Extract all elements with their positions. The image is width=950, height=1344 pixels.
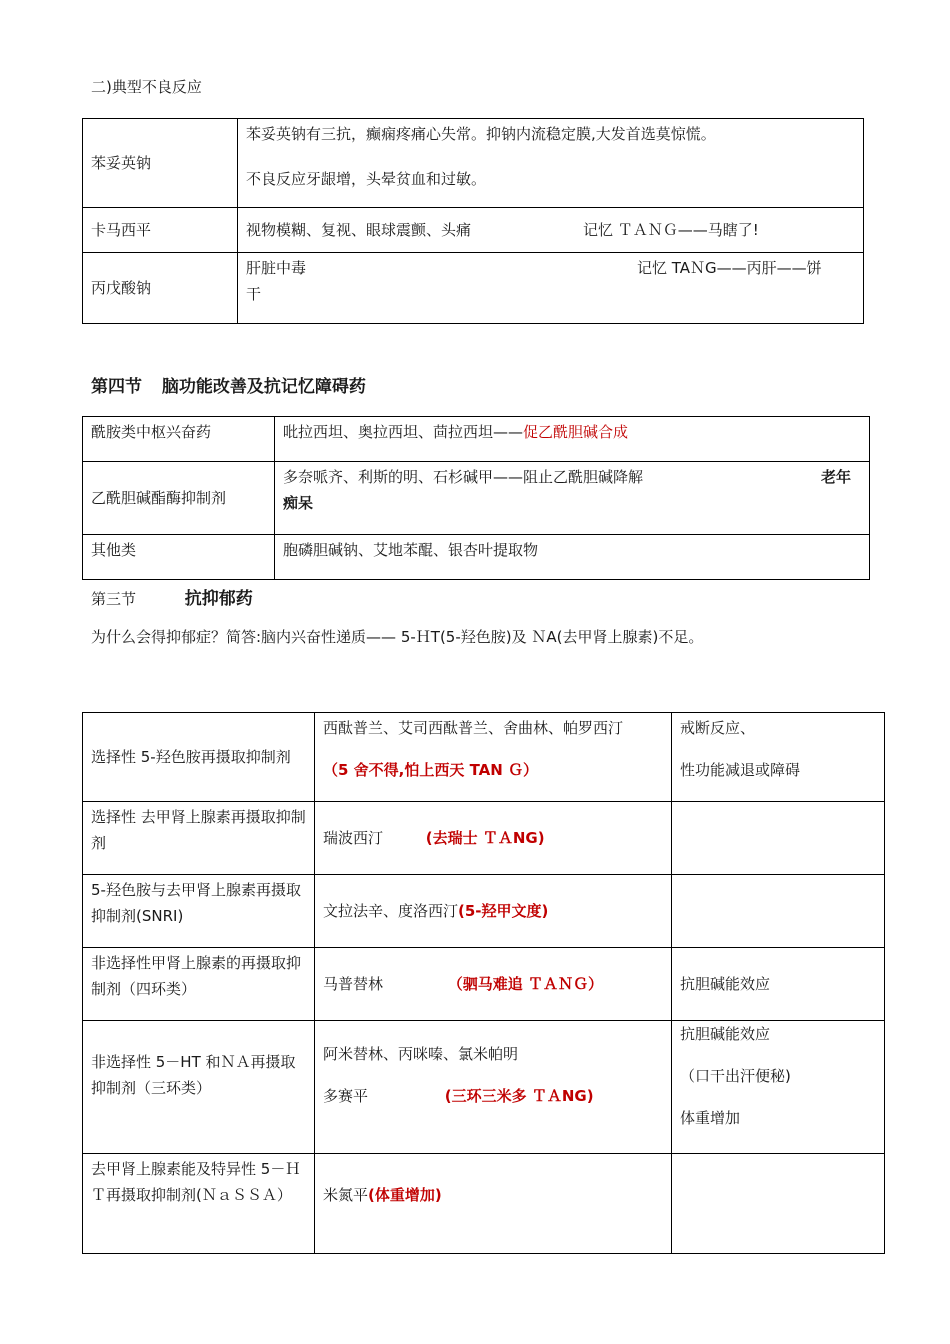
drugs-cell [315, 875, 672, 948]
effect-line: 不良反应牙龈增，头晕贫血和过敏。 [246, 170, 487, 188]
class-cell: 5-羟色胺与去甲肾上腺素再摄取抑制剂(SNRI) [83, 875, 315, 948]
side-effect-text: 性功能减退或障碍 [680, 761, 801, 779]
brain-function-table [82, 416, 870, 580]
side-effect-text: 抗胆碱能效应 [680, 1025, 771, 1043]
mnemonic-text: 记忆 ＴＡＮＧ——马瞎了! [583, 221, 759, 239]
side-effect-text: 体重增加 [680, 1109, 741, 1127]
drugs-text: 西酞普兰、艾司西酞普兰、舍曲林、帕罗西汀 [323, 719, 624, 737]
indication-note: 老年 [820, 468, 851, 486]
table-row [83, 875, 885, 948]
drugs-text: 米氮平 [323, 1186, 369, 1204]
table-row [83, 1021, 885, 1154]
adverse-reaction-table [82, 118, 864, 324]
effect-cell [238, 208, 864, 253]
drug-name-cell: 卡马西平 [83, 208, 238, 253]
drugs-cell: 胞磷胆碱钠、艾地苯醌、银杏叶提取物 [275, 535, 870, 580]
indication-note: 痴呆 [283, 494, 314, 512]
class-cell: 乙酰胆碱酯酶抑制剂 [83, 462, 275, 535]
antidepressant-table [82, 712, 885, 1254]
mnemonic-text: (体重增加) [368, 1186, 442, 1204]
table-row [83, 713, 885, 802]
drugs-text: 多赛平 [323, 1087, 369, 1105]
mnemonic-text: 记忆 TAＮG——丙肝——饼 [637, 259, 822, 277]
question-text: 为什么会得抑郁症？简答:脑内兴奋性递质—— 5-ＨT(5-羟色胺)及 ＮA(去甲肾上腺素)不足。 [91, 628, 704, 646]
class-cell: 非选择性 5－HT 和ＮＡ再摄取抑制剂（三环类） [83, 1021, 315, 1154]
table-row [83, 1154, 885, 1254]
table-row [83, 535, 870, 580]
drugs-text: 瑞波西汀 [323, 829, 384, 847]
section-label: 第四节 [91, 377, 142, 397]
table-row [83, 462, 870, 535]
table-row [83, 253, 864, 324]
section-title [91, 372, 366, 397]
drugs-text: 多奈哌齐、利斯的明、石杉碱甲——阻止乙酰胆碱降解 [283, 468, 644, 486]
effect-tail: 干 [246, 285, 262, 303]
section-name: 抗抑郁药 [184, 589, 253, 609]
drug-name-cell: 丙戊酸钠 [83, 253, 238, 324]
class-cell: 选择性 5-羟色胺再摄取抑制剂 [83, 713, 315, 802]
table-row [83, 417, 870, 462]
table-row [83, 948, 885, 1021]
drugs-cell [275, 462, 870, 535]
drugs-cell [315, 713, 672, 802]
class-cell: 非选择性甲肾上腺素的再摄取抑制剂（四环类） [83, 948, 315, 1021]
side-effect-cell [672, 875, 885, 948]
side-effect-text: （口干出汗便秘) [680, 1067, 791, 1085]
side-effect-cell [672, 1021, 885, 1154]
side-effect-cell [672, 713, 885, 802]
side-effect-cell: 抗胆碱能效应 [672, 948, 885, 1021]
section-name: 脑功能改善及抗记忆障碍药 [161, 377, 366, 397]
side-effect-text: 戒断反应、 [680, 719, 756, 737]
drugs-cell [315, 1021, 672, 1154]
effect-note: 促乙酰胆碱合成 [523, 423, 629, 441]
mnemonic-text: (5-羟甲文度) [458, 902, 549, 920]
drugs-text: 阿米替林、丙咪嗪、氯米帕明 [323, 1045, 519, 1063]
class-cell: 酰胺类中枢兴奋药 [83, 417, 275, 462]
drugs-text: 马普替林 [323, 975, 384, 993]
effect-text: 视物模糊、复视、眼球震颤、头痛 [246, 221, 472, 239]
drugs-line [323, 1083, 663, 1109]
drugs-cell [315, 802, 672, 875]
mnemonic-text: (三环三米多 ＴＡNG) [444, 1087, 594, 1105]
drugs-text: 文拉法辛、度洛西汀 [323, 902, 459, 920]
effect-line: 苯妥英钠有三抗，癫痫疼痛心失常。抑钠内流稳定膜,大发首选莫惊慌。 [246, 125, 716, 143]
section-label: 第三节 [91, 590, 137, 608]
effect-cell [238, 253, 864, 324]
section-title [91, 584, 253, 609]
drugs-cell [275, 417, 870, 462]
effect-cell [238, 119, 864, 208]
table-row [83, 208, 864, 253]
side-effect-cell [672, 802, 885, 875]
drug-name-cell: 苯妥英钠 [83, 119, 238, 208]
drugs-cell [315, 1154, 672, 1254]
class-cell: 选择性 去甲肾上腺素再摄取抑制剂 [83, 802, 315, 875]
table-row [83, 802, 885, 875]
drugs-text: 吡拉西坦、奥拉西坦、茴拉西坦—— [283, 423, 524, 441]
table-row [83, 119, 864, 208]
class-cell: 其他类 [83, 535, 275, 580]
mnemonic-text: （5 舍不得,怕上西天 TAN Ｇ） [323, 761, 539, 779]
class-cell: 去甲肾上腺素能及特异性 5－ＨＴ再摄取抑制剂(ＮａＳＳＡ） [83, 1154, 315, 1254]
mnemonic-text: （驷马难追 ＴＡＮＧ） [447, 975, 604, 993]
effect-text: 肝脏中毒 [246, 259, 307, 277]
mnemonic-text: (去瑞士 ＴＡNG) [425, 829, 545, 847]
section-heading: 二)典型不良反应 [91, 78, 202, 96]
side-effect-cell [672, 1154, 885, 1254]
drugs-cell [315, 948, 672, 1021]
